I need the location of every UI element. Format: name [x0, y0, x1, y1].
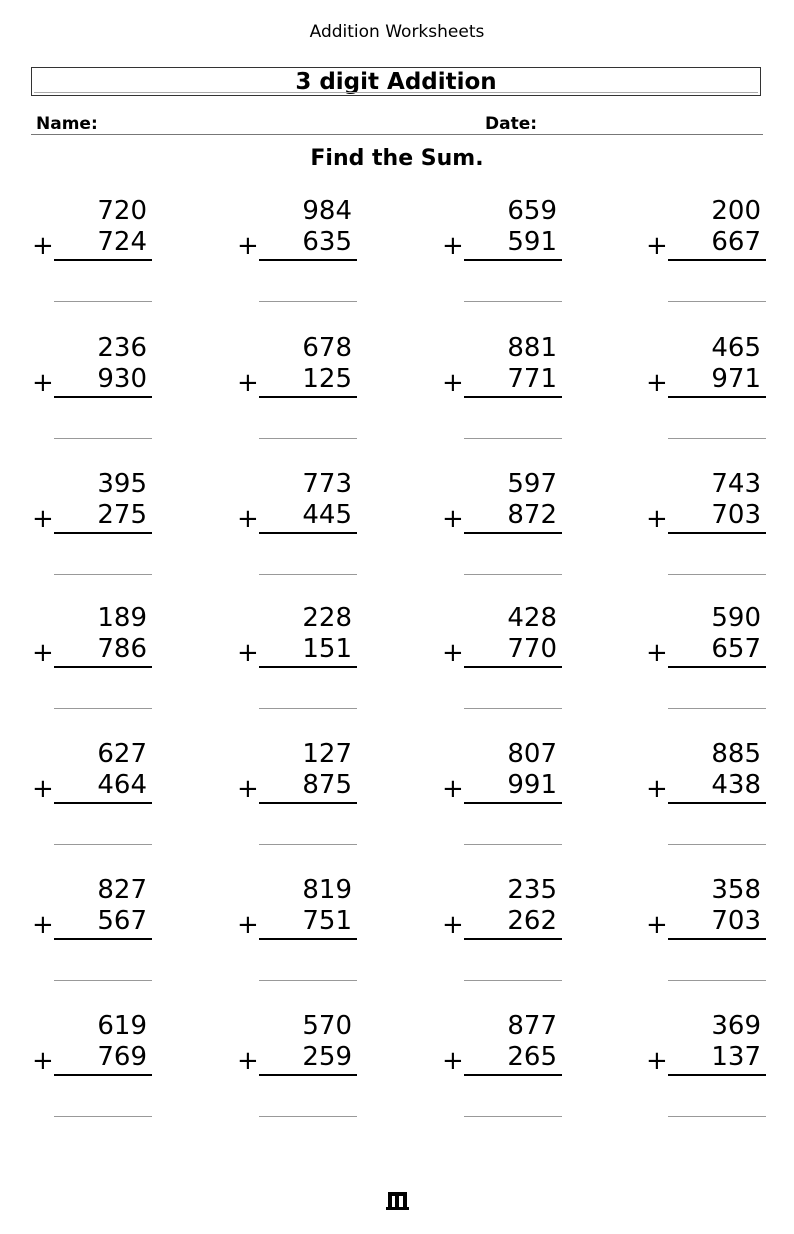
plus-sign: + — [237, 1046, 259, 1076]
answer-line[interactable] — [668, 980, 766, 981]
sum-rule — [54, 532, 152, 534]
answer-line[interactable] — [464, 980, 562, 981]
addend-top: 827 — [97, 875, 147, 905]
addend-top: 720 — [97, 196, 147, 226]
sum-rule — [464, 396, 562, 398]
sum-rule — [668, 396, 766, 398]
sum-rule — [259, 259, 357, 261]
answer-line[interactable] — [259, 980, 357, 981]
addition-problem — [442, 1011, 562, 1121]
addend-bottom: 724 — [97, 227, 147, 257]
plus-sign: + — [646, 774, 668, 804]
addend-bottom: 438 — [711, 770, 761, 800]
plus-sign: + — [442, 638, 464, 668]
answer-line[interactable] — [464, 844, 562, 845]
addend-bottom: 262 — [507, 906, 557, 936]
answer-line[interactable] — [668, 708, 766, 709]
answer-line[interactable] — [464, 438, 562, 439]
addition-problem — [646, 469, 766, 579]
sum-rule — [464, 938, 562, 940]
addend-bottom: 667 — [711, 227, 761, 257]
addend-bottom: 770 — [507, 634, 557, 664]
plus-sign: + — [32, 368, 54, 398]
sum-rule — [54, 802, 152, 804]
addend-top: 590 — [711, 603, 761, 633]
plus-sign: + — [442, 910, 464, 940]
sum-rule — [259, 1074, 357, 1076]
answer-line[interactable] — [259, 574, 357, 575]
sum-rule — [464, 532, 562, 534]
addend-bottom: 567 — [97, 906, 147, 936]
sum-rule — [54, 259, 152, 261]
sum-rule — [668, 1074, 766, 1076]
addition-problem — [646, 603, 766, 713]
addition-problem — [32, 603, 152, 713]
plus-sign: + — [32, 910, 54, 940]
addend-top: 881 — [507, 333, 557, 363]
sum-rule — [668, 802, 766, 804]
addend-bottom: 445 — [302, 500, 352, 530]
addition-problem — [442, 469, 562, 579]
addend-top: 127 — [302, 739, 352, 769]
addend-bottom: 771 — [507, 364, 557, 394]
addend-bottom: 265 — [507, 1042, 557, 1072]
plus-sign: + — [237, 774, 259, 804]
plus-sign: + — [646, 910, 668, 940]
answer-line[interactable] — [668, 301, 766, 302]
addend-top: 189 — [97, 603, 147, 633]
plus-sign: + — [237, 231, 259, 261]
addend-top: 773 — [302, 469, 352, 499]
addition-problem — [32, 469, 152, 579]
addend-bottom: 137 — [711, 1042, 761, 1072]
addition-problem — [646, 196, 766, 306]
addend-top: 395 — [97, 469, 147, 499]
name-date-line — [31, 134, 763, 135]
plus-sign: + — [442, 1046, 464, 1076]
addend-bottom: 657 — [711, 634, 761, 664]
answer-line[interactable] — [54, 1116, 152, 1117]
answer-line[interactable] — [259, 438, 357, 439]
addition-problem — [442, 196, 562, 306]
sum-rule — [259, 532, 357, 534]
answer-line[interactable] — [668, 844, 766, 845]
addend-bottom: 875 — [302, 770, 352, 800]
addend-top: 807 — [507, 739, 557, 769]
addition-problem — [646, 333, 766, 443]
addend-top: 984 — [302, 196, 352, 226]
answer-line[interactable] — [54, 574, 152, 575]
addend-top: 200 — [711, 196, 761, 226]
plus-sign: + — [646, 504, 668, 534]
plus-sign: + — [237, 638, 259, 668]
addend-top: 235 — [507, 875, 557, 905]
answer-line[interactable] — [464, 301, 562, 302]
answer-line[interactable] — [54, 438, 152, 439]
addend-top: 627 — [97, 739, 147, 769]
addend-top: 570 — [302, 1011, 352, 1041]
addend-bottom: 991 — [507, 770, 557, 800]
sum-rule — [54, 396, 152, 398]
addend-top: 619 — [97, 1011, 147, 1041]
addend-bottom: 872 — [507, 500, 557, 530]
addend-bottom: 769 — [97, 1042, 147, 1072]
date-label: Date: — [485, 114, 538, 134]
addend-bottom: 464 — [97, 770, 147, 800]
addition-problem — [646, 1011, 766, 1121]
addend-bottom: 703 — [711, 906, 761, 936]
plus-sign: + — [32, 638, 54, 668]
answer-line[interactable] — [54, 708, 152, 709]
addend-bottom: 275 — [97, 500, 147, 530]
answer-line[interactable] — [668, 438, 766, 439]
plus-sign: + — [646, 1046, 668, 1076]
worksheet-header-top: Addition Worksheets — [309, 22, 485, 42]
plus-sign: + — [32, 504, 54, 534]
sum-rule — [464, 259, 562, 261]
sum-rule — [668, 532, 766, 534]
sum-rule — [464, 1074, 562, 1076]
sum-rule — [668, 666, 766, 668]
addend-bottom: 930 — [97, 364, 147, 394]
addend-top: 465 — [711, 333, 761, 363]
addition-problem — [646, 739, 766, 849]
addition-problem — [237, 739, 357, 849]
plus-sign: + — [237, 368, 259, 398]
addend-top: 369 — [711, 1011, 761, 1041]
worksheet-title: 3 digit Addition — [31, 67, 761, 96]
plus-sign: + — [442, 504, 464, 534]
plus-sign: + — [646, 368, 668, 398]
addition-problem — [32, 739, 152, 849]
addend-bottom: 703 — [711, 500, 761, 530]
sum-rule — [668, 259, 766, 261]
answer-line[interactable] — [668, 1116, 766, 1117]
addend-top: 597 — [507, 469, 557, 499]
addend-top: 678 — [302, 333, 352, 363]
addend-top: 428 — [507, 603, 557, 633]
addition-problem — [32, 875, 152, 985]
addend-bottom: 259 — [302, 1042, 352, 1072]
plus-sign: + — [646, 638, 668, 668]
name-label: Name: — [36, 114, 98, 134]
plus-sign: + — [442, 774, 464, 804]
addition-problem — [237, 196, 357, 306]
plus-sign: + — [442, 368, 464, 398]
plus-sign: + — [442, 231, 464, 261]
plus-sign: + — [237, 504, 259, 534]
plus-sign: + — [32, 774, 54, 804]
addition-problem — [442, 875, 562, 985]
addend-top: 358 — [711, 875, 761, 905]
addition-problem — [442, 739, 562, 849]
plus-sign: + — [32, 231, 54, 261]
sum-rule — [464, 802, 562, 804]
addend-bottom: 591 — [507, 227, 557, 257]
answer-line[interactable] — [259, 708, 357, 709]
addend-top: 228 — [302, 603, 352, 633]
addend-bottom: 971 — [711, 364, 761, 394]
sum-rule — [259, 666, 357, 668]
addition-problem — [32, 196, 152, 306]
addition-problem — [646, 875, 766, 985]
addend-bottom: 786 — [97, 634, 147, 664]
addend-top: 877 — [507, 1011, 557, 1041]
addition-problem — [237, 1011, 357, 1121]
answer-line[interactable] — [259, 1116, 357, 1117]
addition-problem — [237, 875, 357, 985]
addition-problem — [32, 1011, 152, 1121]
sum-rule — [54, 1074, 152, 1076]
addend-top: 819 — [302, 875, 352, 905]
sum-rule — [259, 396, 357, 398]
answer-line[interactable] — [54, 844, 152, 845]
plus-sign: + — [237, 910, 259, 940]
sum-rule — [464, 666, 562, 668]
logo-icon — [386, 1190, 409, 1210]
addend-top: 743 — [711, 469, 761, 499]
addition-problem — [237, 603, 357, 713]
answer-line[interactable] — [464, 708, 562, 709]
addend-bottom: 751 — [302, 906, 352, 936]
answer-line[interactable] — [259, 844, 357, 845]
instruction-text: Find the Sum. — [310, 146, 484, 171]
answer-line[interactable] — [54, 301, 152, 302]
sum-rule — [259, 938, 357, 940]
sum-rule — [54, 666, 152, 668]
addend-top: 885 — [711, 739, 761, 769]
sum-rule — [668, 938, 766, 940]
addition-problem — [237, 469, 357, 579]
plus-sign: + — [646, 231, 668, 261]
addition-problem — [442, 333, 562, 443]
sum-rule — [54, 938, 152, 940]
addition-problem — [237, 333, 357, 443]
addition-problem — [442, 603, 562, 713]
addend-bottom: 125 — [302, 364, 352, 394]
answer-line[interactable] — [464, 1116, 562, 1117]
addition-problem — [32, 333, 152, 443]
addend-bottom: 635 — [302, 227, 352, 257]
answer-line[interactable] — [668, 574, 766, 575]
addend-top: 659 — [507, 196, 557, 226]
answer-line[interactable] — [259, 301, 357, 302]
answer-line[interactable] — [464, 574, 562, 575]
addend-top: 236 — [97, 333, 147, 363]
answer-line[interactable] — [54, 980, 152, 981]
addend-bottom: 151 — [302, 634, 352, 664]
sum-rule — [259, 802, 357, 804]
plus-sign: + — [32, 1046, 54, 1076]
